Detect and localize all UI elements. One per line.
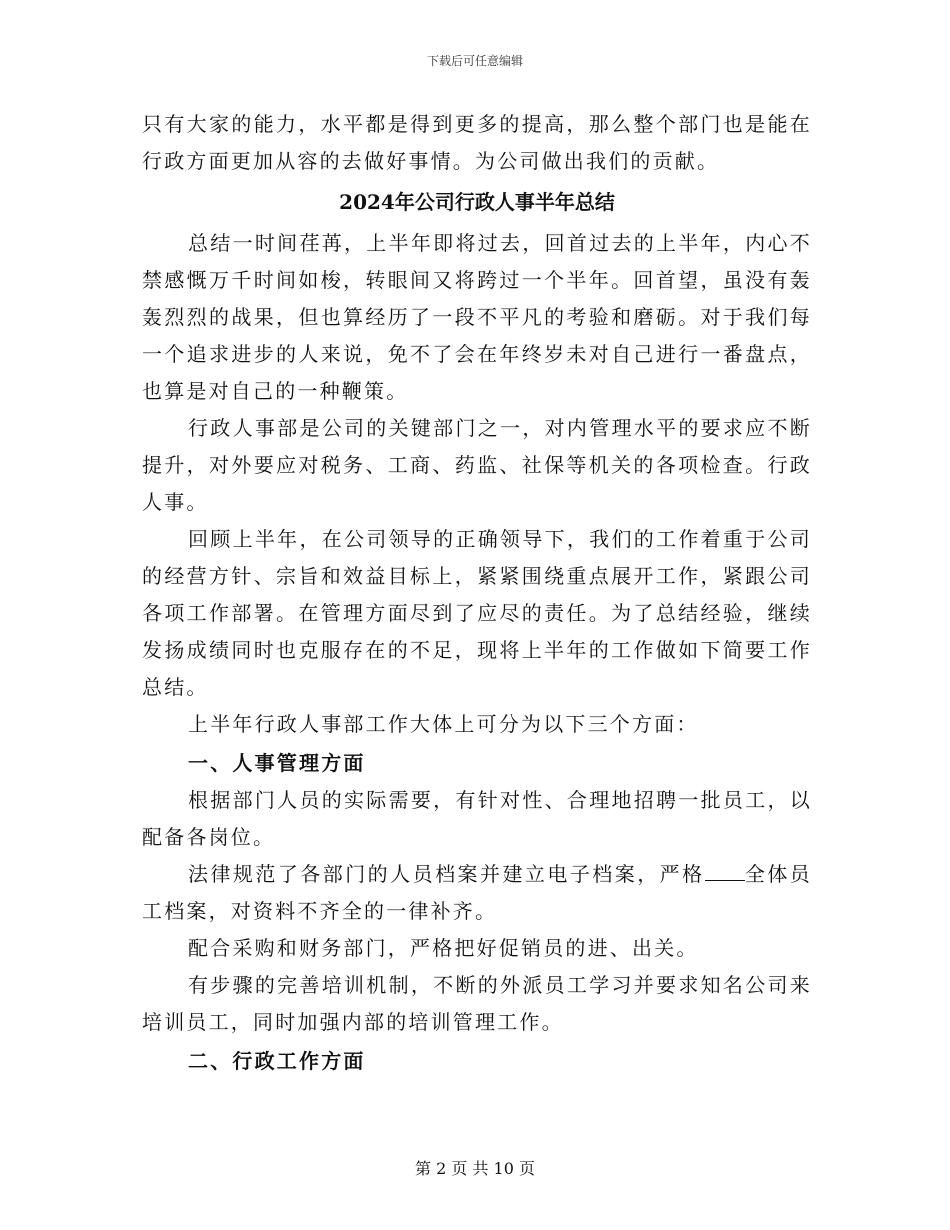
- document-body: [142, 106, 812, 1080]
- continued-paragraph: 只有大家的能力，水平都是得到更多的提高，那么整个部门也是能在行政方面更加从容的去做好事情。为公司做出我们的贡献。: [142, 112, 812, 173]
- paragraph-6: [142, 856, 812, 930]
- section-heading-1: 一、人事管理方面: [188, 751, 366, 775]
- paragraph-4: 上半年行政人事部工作大体上可分为以下三个方面：: [188, 712, 699, 736]
- page-number-footer: 第 2 页 共 10 页: [415, 1159, 535, 1178]
- section-heading-2: 二、行政工作方面: [188, 1049, 366, 1073]
- page-header: 下载后可任意编辑: [426, 54, 523, 68]
- paragraph-3: 回顾上半年，在公司领导的正确领导下，我们的工作着重于公司的经营方针、宗旨和效益目标上，紧紧围绕重点展开工作，紧跟公司各项工作部署。在管理方面尽到了应尽的责任。为了总结经验，继续发扬成绩同时也克服存在的不足，现将上半年的工作做如下简要工作总结。: [142, 527, 812, 699]
- document-title: 2024年公司行政人事半年总结: [339, 190, 615, 214]
- paragraph-6-part-1: 法律规范了各部门的人员档案并建立电子档案，严格: [188, 862, 705, 886]
- paragraph-7: 配合采购和财务部门，严格把好促销员的进、出关。: [188, 936, 699, 960]
- fill-in-blank: [705, 860, 745, 881]
- paragraph-8: 有步骤的完善培训机制，不断的外派员工学习并要求知名公司来培训员工，同时加强内部的培训管理工作。: [142, 973, 812, 1034]
- paragraph-2: 行政人事部是公司的关键部门之一，对内管理水平的要求应不断提升，对外要应对税务、工商、药监、社保等机关的各项检查。行政人事。: [142, 416, 812, 514]
- paragraph-6-part-2: 全体员工档案，对资料不齐全的一律补齐。: [142, 862, 812, 923]
- paragraph-1: 总结一时间荏苒，上半年即将过去，回首过去的上半年，内心不禁感慨万千时间如梭，转眼间又将跨过一个半年。回首望，虽没有轰轰烈烈的战果，但也算经历了一段不平凡的考验和磨砺。对于我们每一个追求进步的人来说，免不了会在年终岁未对自己进行一番盘点，也算是对自己的一种鞭策。: [142, 231, 812, 403]
- paragraph-5: 根据部门人员的实际需要，有针对性、合理地招聘一批员工，以配备各岗位。: [142, 788, 812, 849]
